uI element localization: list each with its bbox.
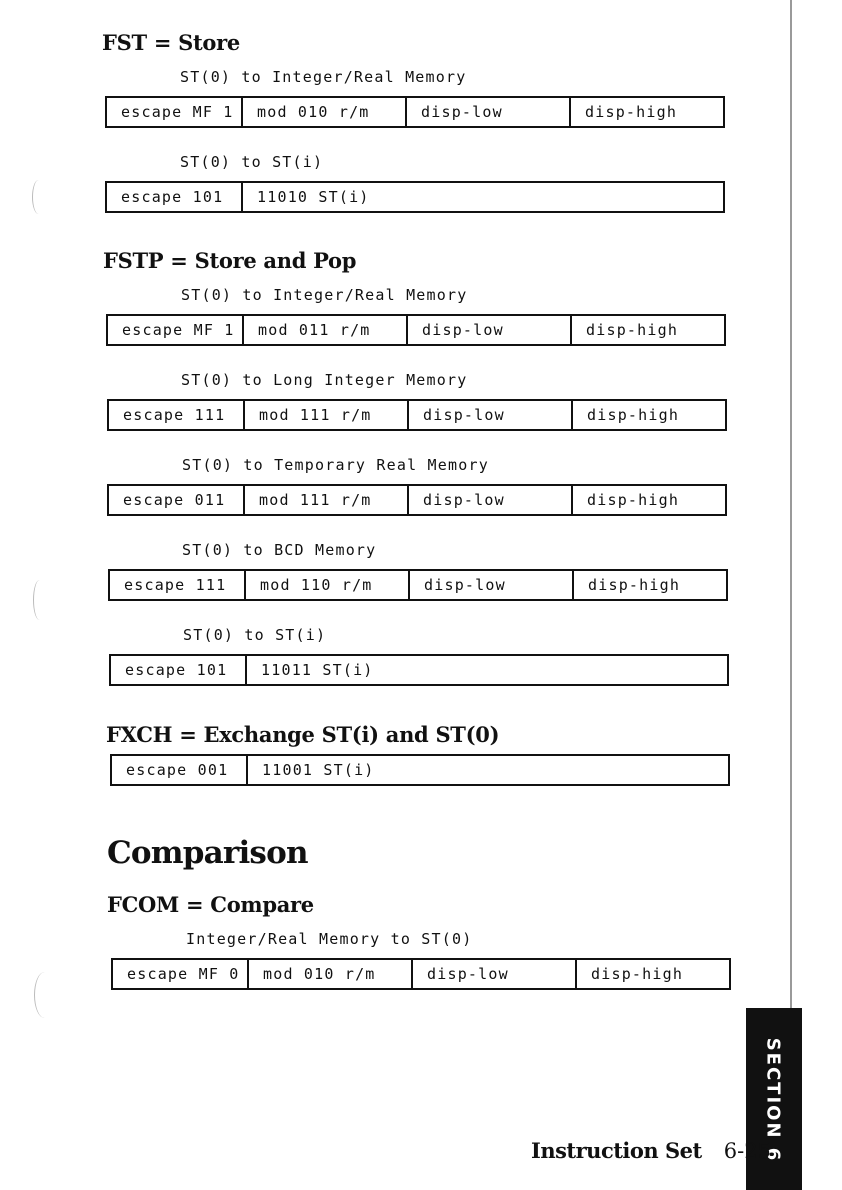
section-heading: FSTP = Store and Pop	[103, 248, 357, 273]
disp-low-cell: disp-low	[409, 401, 573, 429]
disp-high-cell: disp-high	[591, 965, 684, 983]
encoding-caption: ST(0) to Integer/Real Memory	[180, 68, 467, 86]
section-heading: FXCH = Exchange ST(i) and ST(0)	[106, 722, 500, 747]
modrm-cell: mod 010 r/m	[243, 98, 407, 126]
opcode-cell: escape MF 1	[108, 316, 244, 344]
register-cell: 11001 ST(i)	[262, 761, 375, 779]
disp-low-cell: disp-low	[407, 98, 571, 126]
modrm-cell: mod 110 r/m	[246, 571, 410, 599]
section-heading: FCOM = Compare	[107, 892, 314, 917]
encoding-caption: ST(0) to Temporary Real Memory	[182, 456, 489, 474]
opcode-cell: escape 101	[107, 183, 243, 211]
modrm-cell: mod 111 r/m	[245, 401, 409, 429]
scan-mark	[34, 972, 55, 1018]
opcode-cell: escape 011	[109, 486, 245, 514]
footer-title: Instruction Set	[531, 1138, 702, 1163]
register-cell: 11010 ST(i)	[257, 188, 370, 206]
section-heading: FST = Store	[102, 30, 240, 55]
encoding-row	[108, 569, 728, 601]
encoding-caption: Integer/Real Memory to ST(0)	[186, 930, 473, 948]
scan-mark	[33, 580, 46, 620]
chapter-title: Comparison	[107, 835, 308, 871]
encoding-caption: ST(0) to BCD Memory	[182, 541, 377, 559]
disp-high-cell: disp-high	[588, 576, 681, 594]
modrm-cell: mod 011 r/m	[244, 316, 408, 344]
opcode-cell: escape 111	[110, 571, 246, 599]
disp-low-cell: disp-low	[408, 316, 572, 344]
opcode-cell: escape MF 1	[107, 98, 243, 126]
register-cell: 11011 ST(i)	[261, 661, 374, 679]
encoding-caption: ST(0) to Long Integer Memory	[181, 371, 468, 389]
modrm-cell: mod 111 r/m	[245, 486, 409, 514]
page-number: 6-25	[723, 1139, 771, 1163]
opcode-cell: escape 101	[111, 656, 247, 684]
opcode-cell: escape 001	[112, 756, 248, 784]
disp-low-cell: disp-low	[409, 486, 573, 514]
disp-low-cell: disp-low	[413, 960, 577, 988]
encoding-row	[109, 654, 729, 686]
encoding-row	[110, 754, 730, 786]
encoding-row	[107, 484, 727, 516]
modrm-cell: mod 010 r/m	[249, 960, 413, 988]
encoding-row	[105, 181, 725, 213]
opcode-cell: escape 111	[109, 401, 245, 429]
disp-high-cell: disp-high	[585, 103, 678, 121]
encoding-caption: ST(0) to ST(i)	[183, 626, 327, 644]
scan-mark	[32, 180, 45, 214]
encoding-row	[111, 958, 731, 990]
page-footer	[531, 1138, 771, 1163]
encoding-caption: ST(0) to Integer/Real Memory	[181, 286, 468, 304]
section-tab-label: SECTION 6	[762, 1037, 784, 1163]
encoding-row	[107, 399, 727, 431]
encoding-row	[105, 96, 725, 128]
disp-high-cell: disp-high	[587, 491, 680, 509]
encoding-row	[106, 314, 726, 346]
disp-high-cell: disp-high	[587, 406, 680, 424]
disp-high-cell: disp-high	[586, 321, 679, 339]
encoding-caption: ST(0) to ST(i)	[180, 153, 324, 171]
disp-low-cell: disp-low	[410, 571, 574, 599]
opcode-cell: escape MF 0	[113, 960, 249, 988]
